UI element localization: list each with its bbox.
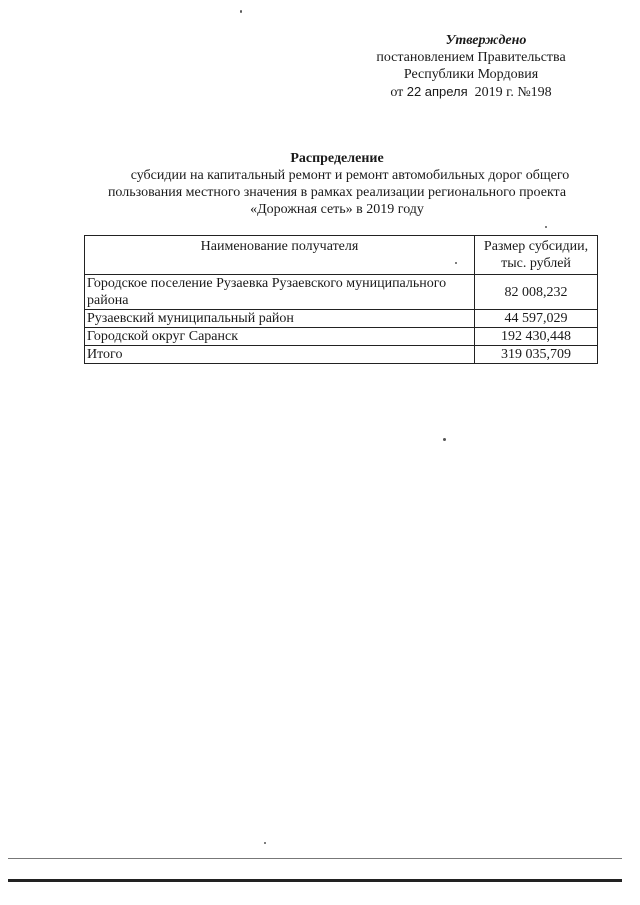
scan-speck: [545, 226, 547, 228]
document-title: Распределение: [290, 151, 384, 166]
approval-title: Утверждено: [445, 33, 527, 48]
recipient-name: Рузаевский муниципальный район: [85, 310, 475, 328]
date-year: 2019 г.: [474, 85, 514, 100]
table-row: [85, 328, 598, 346]
scan-speck: [264, 842, 266, 844]
document-description: субсидии на капитальный ремонт и ремонт автомобильных дорог общего пользования местного значения в рамках реализации регионального проекта «Дорожная сеть» в 2019 году: [107, 168, 570, 217]
approval-line-2: Республики Мордовия: [403, 67, 539, 82]
total-label: Итого: [85, 346, 475, 364]
approval-block: [356, 32, 586, 101]
approval-date-line: [356, 83, 586, 101]
total-amount: 319 035,709: [475, 346, 598, 364]
decree-number: №198: [517, 85, 552, 100]
document-heading: [82, 150, 592, 218]
date-month: апреля: [424, 84, 468, 99]
subsidy-table: [84, 235, 598, 364]
approval-line-1: постановлением Правительства: [376, 50, 566, 65]
subsidy-amount: 192 430,448: [475, 328, 598, 346]
bottom-divider-thin: [8, 858, 622, 859]
subsidy-amount: 44 597,029: [475, 310, 598, 328]
recipient-name: Городское поселение Рузаевка Рузаевского муниципального района: [85, 275, 475, 310]
subsidy-amount: 82 008,232: [475, 275, 598, 310]
table-row: [85, 275, 598, 310]
scan-speck: [455, 262, 457, 264]
table-header-row: [85, 236, 598, 275]
scan-speck: [443, 438, 446, 441]
header-recipient: Наименование получателя: [85, 236, 475, 275]
table-total-row: [85, 346, 598, 364]
date-day: 22: [406, 84, 422, 99]
scan-speck: [240, 10, 242, 13]
bottom-divider-thick: [8, 879, 622, 882]
recipient-name: Городской округ Саранск: [85, 328, 475, 346]
table-row: [85, 310, 598, 328]
date-prefix: от: [390, 85, 404, 100]
header-amount: Размер субсидии, тыс. рублей: [475, 236, 598, 275]
